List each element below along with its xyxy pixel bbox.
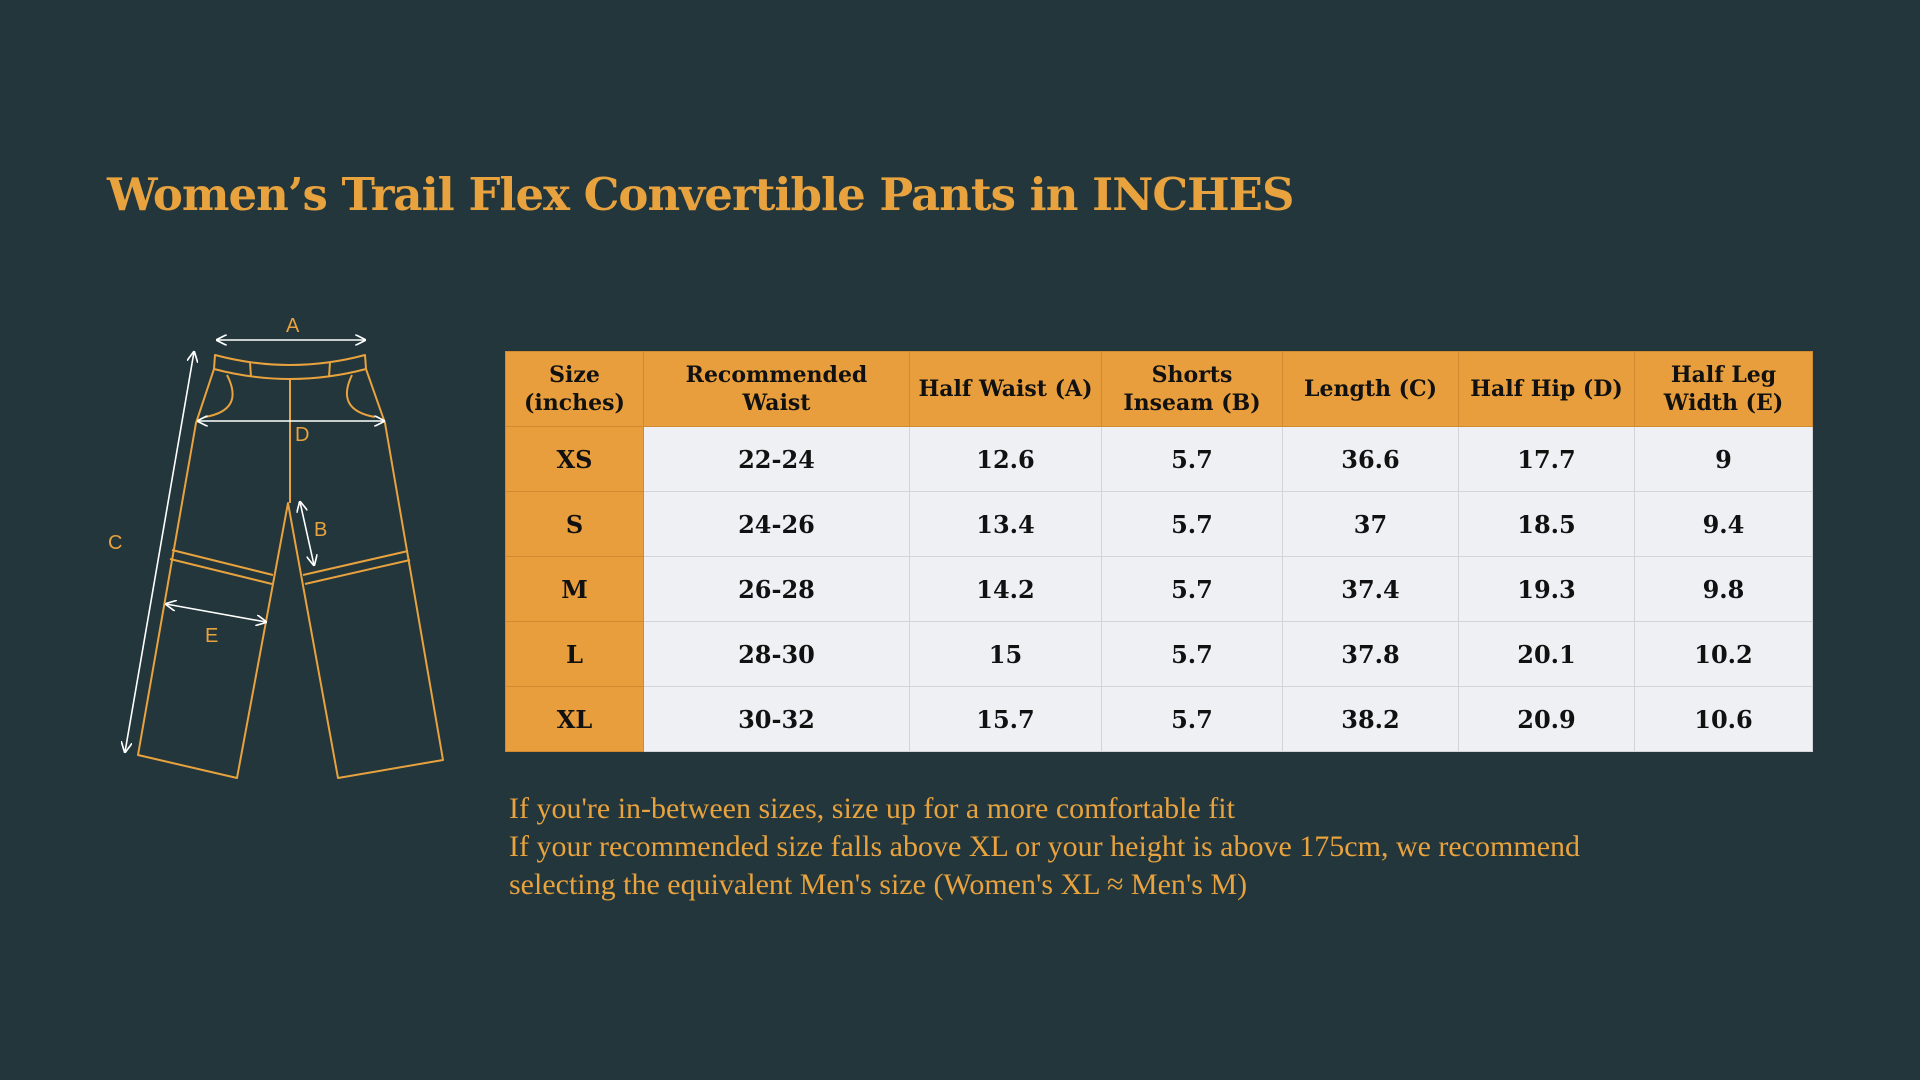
table-cell: 13.4 (910, 492, 1102, 557)
table-cell: 15.7 (910, 687, 1102, 752)
table-cell: 28-30 (644, 622, 910, 687)
pants-measurement-diagram (95, 305, 465, 785)
table-cell: 9.8 (1635, 557, 1813, 622)
table-cell: 5.7 (1102, 492, 1283, 557)
table-cell: 30-32 (644, 687, 910, 752)
size-cell: S (506, 492, 644, 557)
page-title: Women’s Trail Flex Convertible Pants in INCHES (107, 168, 1294, 221)
table-cell: 37.4 (1283, 557, 1459, 622)
table-row (506, 427, 1813, 492)
header-shorts-inseam: Shorts Inseam (B) (1102, 352, 1283, 427)
size-cell: XS (506, 427, 644, 492)
table-cell: 24-26 (644, 492, 910, 557)
size-notes (509, 790, 1609, 904)
table-cell: 18.5 (1459, 492, 1635, 557)
size-cell: L (506, 622, 644, 687)
header-recommended-waist: Recommended Waist (644, 352, 910, 427)
table-cell: 20.1 (1459, 622, 1635, 687)
note-in-between-sizes: If you're in-between sizes, size up for a more comfortable fit (509, 792, 1235, 825)
table-row (506, 622, 1813, 687)
arrow-e (166, 604, 266, 622)
table-cell: 5.7 (1102, 687, 1283, 752)
label-b: B (314, 519, 328, 541)
arrow-b (300, 502, 314, 565)
table-row (506, 687, 1813, 752)
table-cell: 5.7 (1102, 427, 1283, 492)
table-cell: 9.4 (1635, 492, 1813, 557)
table-cell: 37 (1283, 492, 1459, 557)
header-half-waist: Half Waist (A) (910, 352, 1102, 427)
measurement-arrows (125, 340, 384, 752)
table-cell: 15 (910, 622, 1102, 687)
label-a: A (286, 315, 300, 337)
header-length: Length (C) (1283, 352, 1459, 427)
table-cell: 20.9 (1459, 687, 1635, 752)
table-cell: 5.7 (1102, 557, 1283, 622)
table-cell: 10.6 (1635, 687, 1813, 752)
header-half-leg-width: Half Leg Width (E) (1635, 352, 1813, 427)
table-cell: 19.3 (1459, 557, 1635, 622)
note-mens-size: If your recommended size falls above XL or your height is above 175cm, we recommend selecting the equivalent Men's size (Women's XL ≈ Men's M) (509, 830, 1581, 901)
table-cell: 14.2 (910, 557, 1102, 622)
header-half-hip: Half Hip (D) (1459, 352, 1635, 427)
label-c: C (108, 532, 123, 554)
table-cell: 26-28 (644, 557, 910, 622)
table-cell: 9 (1635, 427, 1813, 492)
size-cell: XL (506, 687, 644, 752)
table-row (506, 557, 1813, 622)
table-cell: 36.6 (1283, 427, 1459, 492)
size-cell: M (506, 557, 644, 622)
table-cell: 38.2 (1283, 687, 1459, 752)
pants-outline (138, 355, 443, 778)
table-cell: 37.8 (1283, 622, 1459, 687)
table-cell: 17.7 (1459, 427, 1635, 492)
table-header-row (506, 352, 1813, 427)
table-cell: 22-24 (644, 427, 910, 492)
table-cell: 10.2 (1635, 622, 1813, 687)
size-table (505, 351, 1813, 752)
header-size: Size (inches) (506, 352, 644, 427)
table-cell: 5.7 (1102, 622, 1283, 687)
label-d: D (295, 424, 310, 446)
table-row (506, 492, 1813, 557)
table-cell: 12.6 (910, 427, 1102, 492)
label-e: E (205, 625, 219, 647)
